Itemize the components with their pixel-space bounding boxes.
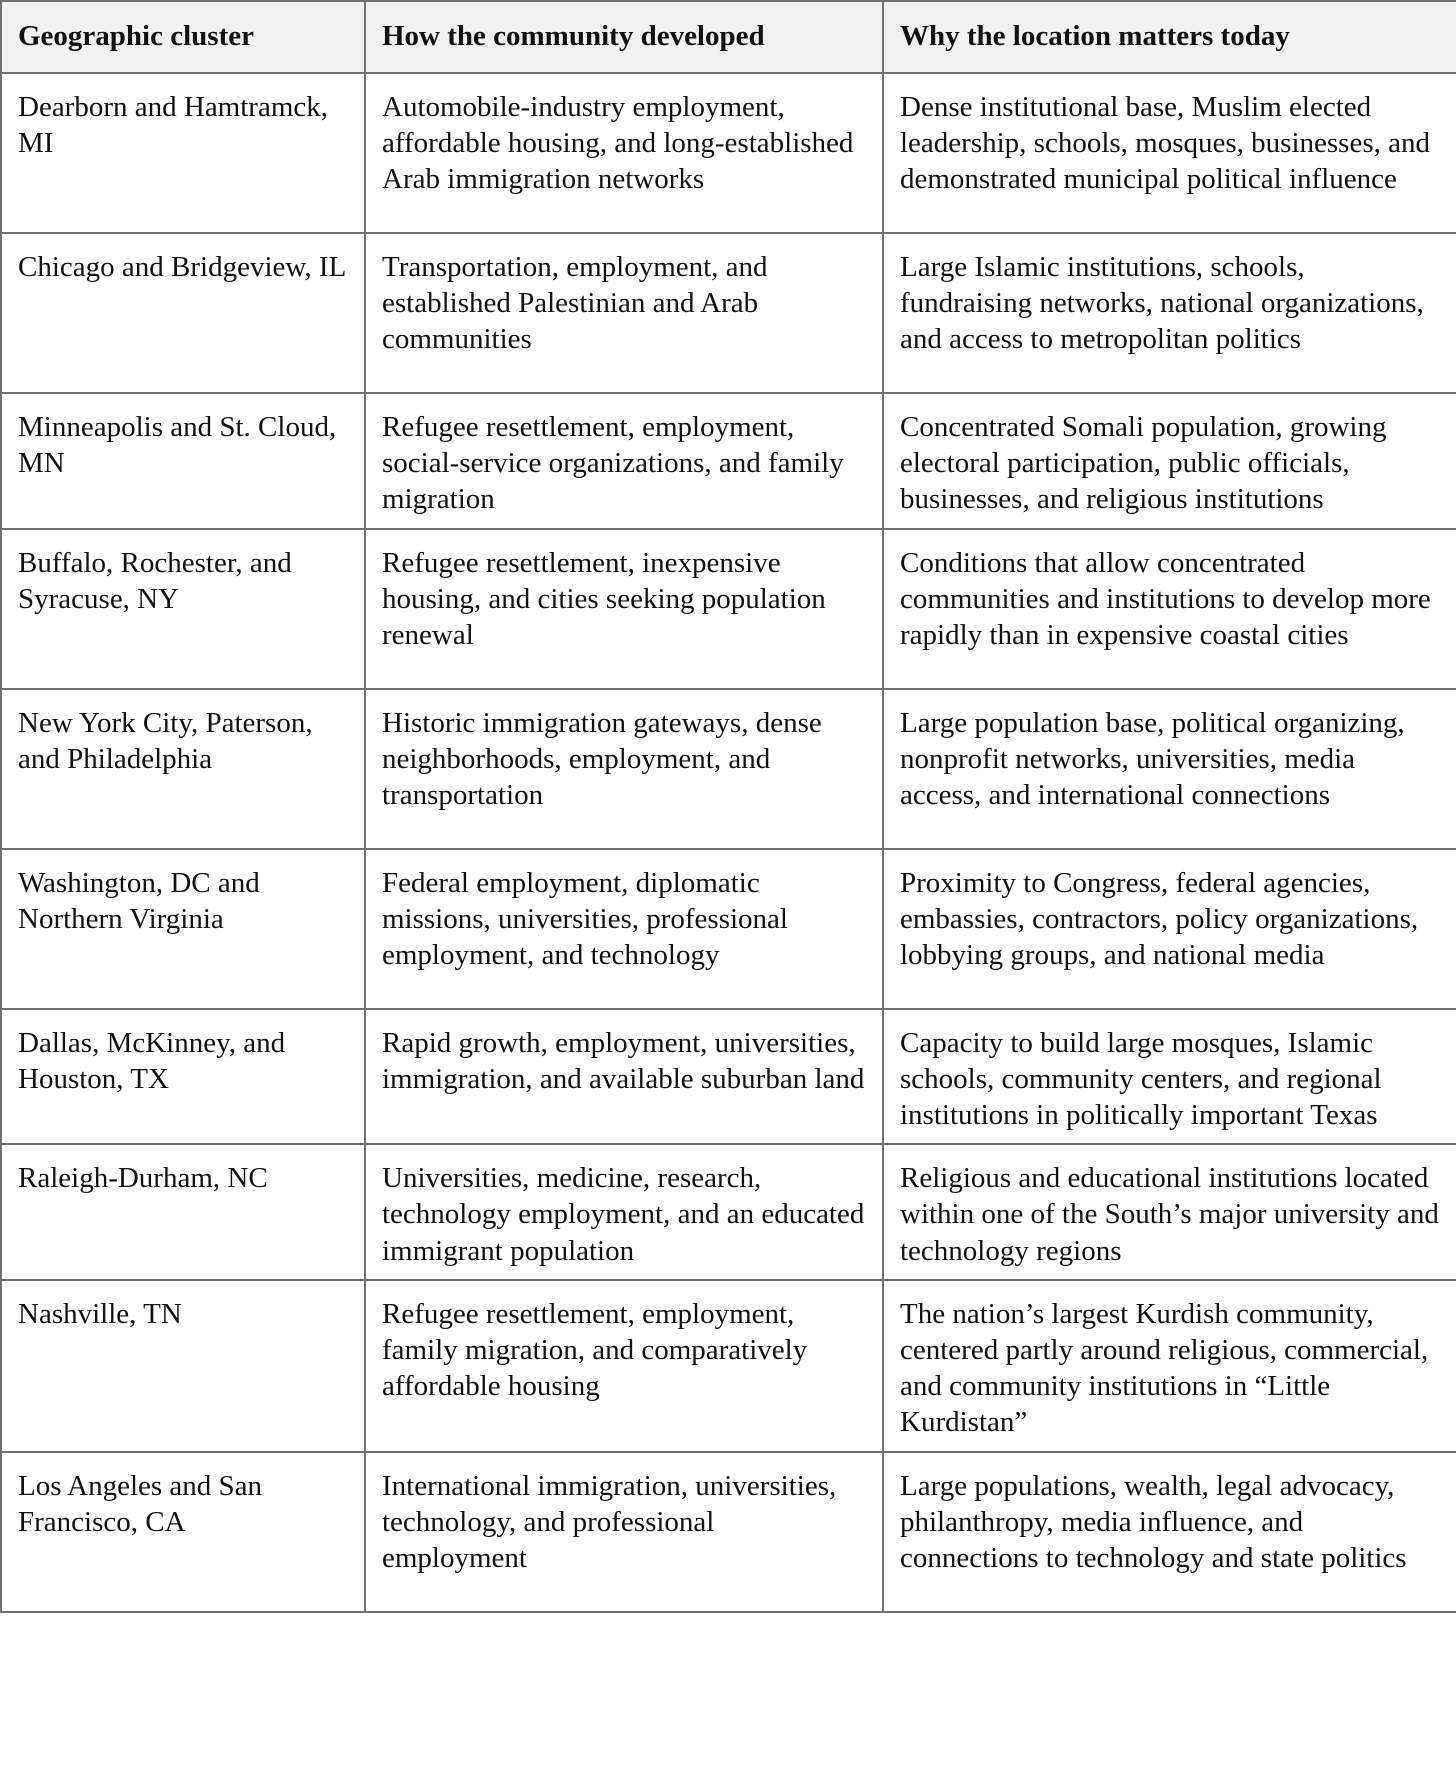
cluster-cell: Dallas, McKinney, and Houston, TX [1, 1009, 365, 1145]
cluster-cell: Raleigh-Durham, NC [1, 1144, 365, 1280]
table-body [1, 73, 1456, 1612]
table-row [1, 529, 1456, 689]
table-header [1, 1, 1456, 73]
development-cell: Universities, medicine, research, technology employment, and an educated immigrant population [365, 1144, 883, 1280]
cluster-cell: Nashville, TN [1, 1280, 365, 1452]
development-cell: Federal employment, diplomatic missions, universities, professional employment, and technology [365, 849, 883, 1009]
table-row [1, 849, 1456, 1009]
cluster-cell: Chicago and Bridgeview, IL [1, 233, 365, 393]
significance-cell: Conditions that allow concentrated communities and institutions to develop more rapidly than in expensive coastal cities [883, 529, 1456, 689]
table-row [1, 233, 1456, 393]
cluster-cell: Minneapolis and St. Cloud, MN [1, 393, 365, 529]
significance-cell: Concentrated Somali population, growing electoral participation, public officials, businesses, and religious institutions [883, 393, 1456, 529]
cluster-cell: Los Angeles and San Francisco, CA [1, 1452, 365, 1612]
header-row [1, 1, 1456, 73]
cluster-cell: Washington, DC and Northern Virginia [1, 849, 365, 1009]
cluster-cell: Buffalo, Rochester, and Syracuse, NY [1, 529, 365, 689]
cluster-cell: Dearborn and Hamtramck, MI [1, 73, 365, 233]
development-cell: Refugee resettlement, employment, family migration, and comparatively affordable housing [365, 1280, 883, 1452]
table-row [1, 1009, 1456, 1145]
development-cell: Rapid growth, employment, universities, immigration, and available suburban land [365, 1009, 883, 1145]
significance-cell: Proximity to Congress, federal agencies, embassies, contractors, policy organizations, lobbying groups, and national media [883, 849, 1456, 1009]
table-row [1, 689, 1456, 849]
significance-cell: Large populations, wealth, legal advocacy, philanthropy, media influence, and connections to technology and state politics [883, 1452, 1456, 1612]
development-cell: Transportation, employment, and established Palestinian and Arab communities [365, 233, 883, 393]
significance-cell: The nation’s largest Kurdish community, centered partly around religious, commercial, and community institutions in “Little Kurdistan” [883, 1280, 1456, 1452]
development-cell: Refugee resettlement, inexpensive housing, and cities seeking population renewal [365, 529, 883, 689]
cluster-cell: New York City, Paterson, and Philadelphia [1, 689, 365, 849]
development-cell: Automobile-industry employment, affordable housing, and long-established Arab immigration networks [365, 73, 883, 233]
significance-cell: Dense institutional base, Muslim elected leadership, schools, mosques, businesses, and demonstrated municipal political influence [883, 73, 1456, 233]
header-geographic-cluster: Geographic cluster [1, 1, 365, 73]
significance-cell: Large population base, political organizing, nonprofit networks, universities, media access, and international connections [883, 689, 1456, 849]
table-row [1, 73, 1456, 233]
header-community-development: How the community developed [365, 1, 883, 73]
table-row [1, 393, 1456, 529]
significance-cell: Large Islamic institutions, schools, fundraising networks, national organizations, and access to metropolitan politics [883, 233, 1456, 393]
development-cell: Historic immigration gateways, dense neighborhoods, employment, and transportation [365, 689, 883, 849]
header-location-significance: Why the location matters today [883, 1, 1456, 73]
development-cell: International immigration, universities, technology, and professional employment [365, 1452, 883, 1612]
table-row [1, 1280, 1456, 1452]
significance-cell: Capacity to build large mosques, Islamic schools, community centers, and regional institutions in politically important Texas [883, 1009, 1456, 1145]
significance-cell: Religious and educational institutions located within one of the South’s major university and technology regions [883, 1144, 1456, 1280]
development-cell: Refugee resettlement, employment, social-service organizations, and family migration [365, 393, 883, 529]
table-row [1, 1452, 1456, 1612]
table-row [1, 1144, 1456, 1280]
